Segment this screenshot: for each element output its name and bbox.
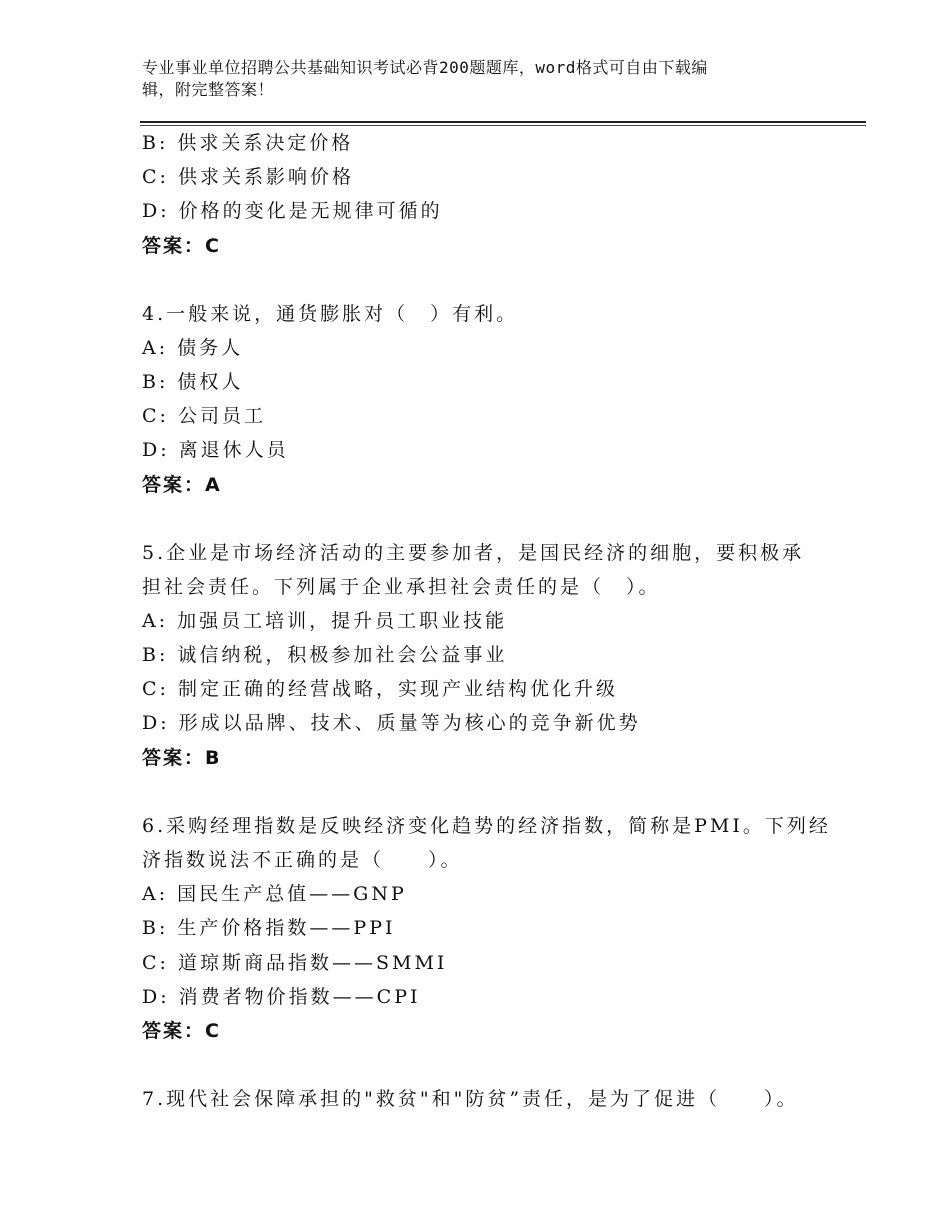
- q5-answer-label: 答案：: [142, 747, 206, 769]
- header-divider-thick: [140, 121, 866, 123]
- q5-answer: [142, 745, 221, 771]
- q5-option-c: C: 制定正确的经营战略，实现产业结构优化升级: [142, 678, 618, 700]
- q6-option-c: C: 道琼斯商品指数——SMMI: [142, 952, 448, 974]
- header-line-1: 专业事业单位招聘公共基础知识考试必背200题题库，word格式可自由下载编: [142, 58, 708, 77]
- q6-answer-value: C: [205, 1020, 220, 1042]
- q3-answer-value: C: [205, 235, 220, 257]
- q5-option-a: A: 加强员工培训，提升员工职业技能: [142, 610, 508, 632]
- q4-option-c: C: 公司员工: [142, 405, 266, 427]
- q4-option-b: B: 债权人: [142, 371, 244, 393]
- q6-option-d: D: 消费者物价指数——CPI: [142, 986, 421, 1008]
- q4-option-a: A: 债务人: [142, 337, 244, 359]
- q3-option-c: C: 供求关系影响价格: [142, 166, 354, 188]
- q5-stem-line-2: 担社会责任。下列属于企业承担社会责任的是（ ）。: [142, 576, 661, 598]
- q4-option-d: D: 离退休人员: [142, 439, 289, 461]
- q3-answer-label: 答案：: [142, 235, 206, 257]
- header-divider-thin: [140, 125, 866, 126]
- q4-answer-label: 答案：: [142, 474, 206, 496]
- q3-answer: [142, 233, 220, 259]
- q6-option-b: B: 生产价格指数——PPI: [142, 917, 396, 939]
- q3-option-d: D: 价格的变化是无规律可循的: [142, 200, 443, 222]
- q6-answer-label: 答案：: [142, 1020, 206, 1042]
- q4-stem: 4.一般来说，通货膨胀对（ ）有利。: [142, 303, 519, 325]
- q5-option-b: B: 诚信纳税，积极参加社会公益事业: [142, 644, 508, 666]
- q6-option-a: A: 国民生产总值——GNP: [142, 883, 407, 905]
- q7-stem: 7.现代社会保障承担的"救贫"和"防贫”责任，是为了促进（ ）。: [142, 1088, 799, 1110]
- q4-answer: [142, 472, 221, 498]
- header-line-2: 辑，附完整答案！: [142, 80, 275, 99]
- q4-answer-value: A: [205, 474, 221, 496]
- q3-option-b: B: 供求关系决定价格: [142, 132, 354, 154]
- q5-answer-value: B: [205, 747, 221, 769]
- q6-answer: [142, 1018, 220, 1044]
- document-header: [142, 57, 802, 101]
- q6-stem-line-2: 济指数说法不正确的是（ ）。: [142, 849, 463, 871]
- q6-stem-line-1: 6.采购经理指数是反映经济变化趋势的经济指数，简称是PMI。下列经: [142, 815, 831, 837]
- q5-stem-line-1: 5.企业是市场经济活动的主要参加者，是国民经济的细胞，要积极承: [142, 542, 805, 564]
- q5-option-d: D: 形成以品牌、技术、质量等为核心的竞争新优势: [142, 712, 641, 734]
